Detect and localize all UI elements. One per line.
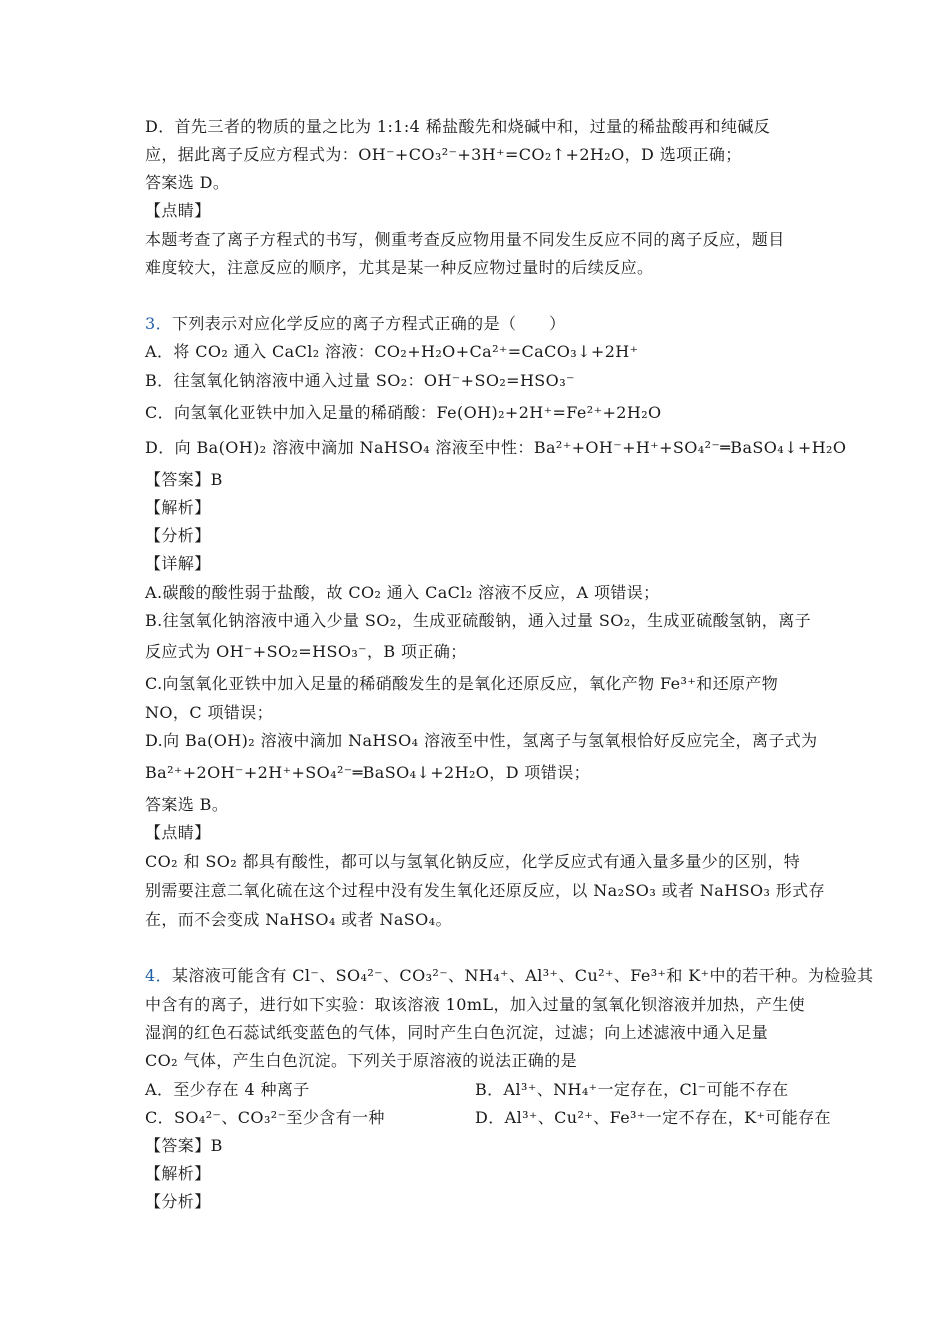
text-line: 难度较大，注意反应的顺序，尤其是某一种反应物过量时的后续反应。 (145, 258, 654, 277)
text-line: CO₂ 和 SO₂ 都具有酸性，都可以与氢氧化钠反应，化学反应式有通入量多量少的区别，特 (145, 852, 801, 871)
option-row (145, 1079, 789, 1101)
text-line: Ba²⁺+2OH⁻+2H⁺+SO₄²⁻═BaSO₄↓+2H₂O，D 项错误； (145, 763, 591, 782)
option-c: C．向氢氧化亚铁中加入足量的稀硝酸：Fe(OH)₂+2H⁺=Fe²⁺+2H₂O (145, 403, 662, 422)
section-heading: 【详解】 (145, 554, 211, 573)
text-line: A.碳酸的酸性弱于盐酸，故 CO₂ 通入 CaCl₂ 溶液不反应，A 项错误； (145, 583, 660, 602)
question-text: 某溶液可能含有 Cl⁻、SO₄²⁻、CO₃²⁻、NH₄⁺、Al³⁺、Cu²⁺、Fe³⁺和 K⁺中的若干种。为检验其 (171, 966, 874, 985)
text-line: NO，C 项错误； (145, 703, 274, 722)
section-heading: 【点睛】 (145, 823, 211, 842)
question-number: 4． (145, 966, 172, 985)
text-line: 湿润的红色石蕊试纸变蓝色的气体，同时产生白色沉淀，过滤；向上述滤液中通入足量 (145, 1023, 769, 1042)
question-4-stem (145, 965, 873, 987)
text-line: D．首先三者的物质的量之比为 1:1:4 稀盐酸先和烧碱中和，过量的稀盐酸再和纯碱反 (145, 117, 771, 136)
text-line: 中含有的离子，进行如下实验：取该溶液 10mL，加入过量的氢氧化钡溶液并加热，产生使 (145, 995, 806, 1014)
text-line: C.向氢氧化亚铁中加入足量的稀硝酸发生的是氧化还原反应，氧化产物 Fe³⁺和还原产物 (145, 674, 779, 693)
question-number: 3． (145, 314, 172, 333)
text-line: 反应式为 OH⁻+SO₂=HSO₃⁻，B 项正确； (145, 642, 467, 661)
text-line: CO₂ 气体，产生白色沉淀。下列关于原溶液的说法正确的是 (145, 1051, 578, 1070)
text-line: 本题考查了离子方程式的书写，侧重考查反应物用量不同发生反应不同的离子反应，题目 (145, 230, 785, 249)
text-line: 答案选 B。 (145, 795, 229, 814)
option-d: D．Al³⁺、Cu²⁺、Fe³⁺一定不存在，K⁺可能存在 (475, 1108, 831, 1127)
question-3-stem (145, 313, 566, 335)
text-line: 答案选 D。 (145, 173, 230, 192)
option-a: A．至少存在 4 种离子 (145, 1080, 310, 1099)
section-heading: 【点睛】 (145, 201, 211, 220)
text-line: 在，而不会变成 NaHSO₄ 或者 NaSO₄。 (145, 910, 452, 929)
option-d: D．向 Ba(OH)₂ 溶液中滴加 NaHSO₄ 溶液至中性：Ba²⁺+OH⁻+H⁺+SO₄²⁻═BaSO₄↓+H₂O (145, 438, 847, 457)
option-b: B．往氢氧化钠溶液中通入过量 SO₂：OH⁻+SO₂=HSO₃⁻ (145, 371, 575, 390)
section-heading: 【分析】 (145, 1192, 211, 1211)
option-c: C．SO₄²⁻、CO₃²⁻至少含有一种 (145, 1108, 385, 1127)
option-b: B．Al³⁺、NH₄⁺一定存在，Cl⁻可能不存在 (475, 1080, 789, 1099)
question-text: 下列表示对应化学反应的离子方程式正确的是（ ） (171, 314, 566, 333)
text-line: 应，据此离子反应方程式为：OH⁻+CO₃²⁻+3H⁺=CO₂↑+2H₂O，D 选项正确； (145, 145, 742, 164)
answer-label: 【答案】B (145, 470, 223, 489)
text-line: B.往氢氧化钠溶液中通入少量 SO₂，生成亚硫酸钠，通入过量 SO₂，生成亚硫酸氢钠，离子 (145, 611, 812, 630)
option-row (145, 1107, 831, 1129)
section-heading: 【分析】 (145, 526, 211, 545)
text-line: 别需要注意二氧化硫在这个过程中没有发生氧化还原反应，以 Na₂SO₃ 或者 NaHSO₃ 形式存 (145, 881, 825, 900)
section-heading: 【解析】 (145, 1164, 211, 1183)
option-a: A．将 CO₂ 通入 CaCl₂ 溶液：CO₂+H₂O+Ca²⁺=CaCO₃↓+2H⁺ (145, 342, 639, 361)
section-heading: 【解析】 (145, 498, 211, 517)
answer-label: 【答案】B (145, 1136, 223, 1155)
text-line: D.向 Ba(OH)₂ 溶液中滴加 NaHSO₄ 溶液至中性，氢离子与氢氧根恰好反应完全，离子式为 (145, 731, 818, 750)
